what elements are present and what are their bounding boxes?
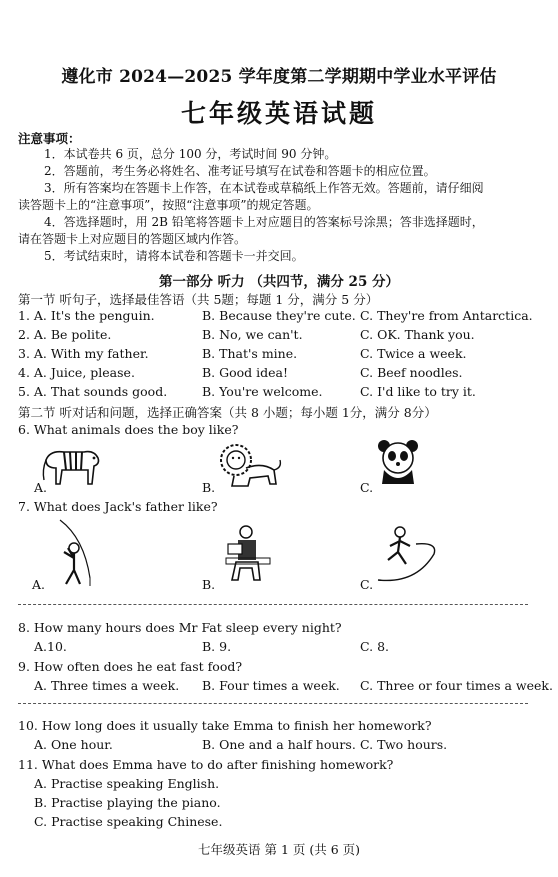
notice-line-4-cont: 请在答题卡上对应题目的答题区域内作答。 xyxy=(18,232,247,246)
lion-image xyxy=(214,440,284,492)
option-a: A. One hour. xyxy=(34,737,113,752)
option-a: A. xyxy=(34,480,48,495)
option-b: B. xyxy=(202,480,216,495)
option-c: C. xyxy=(360,480,374,495)
fishing-man-image xyxy=(40,518,106,588)
question-11: 11. What does Emma have to do after finishing homework? xyxy=(18,757,394,772)
option-b: B. xyxy=(202,577,216,592)
notice-line-3-cont: 读答题卡上的“注意事项”，按照“注意事项”的规定答题。 xyxy=(18,198,319,212)
question-row xyxy=(18,384,548,401)
question-10: 10. How long does it usually take Emma to finish her homework? xyxy=(18,718,432,733)
exam-header-title: 遵化市 2024—2025 学年度第二学期期中学业水平评估 xyxy=(61,67,497,87)
part1-title: 第一部分 听力 （共四节，满分 25 分） xyxy=(158,274,400,290)
option-c: C. xyxy=(360,577,374,592)
option-a: A.10. xyxy=(34,639,67,654)
section2-title: 第二节 听对话和问题，选择正确答案（共 8 小题；每小题 1分，满分 8分） xyxy=(18,405,437,420)
option-b: B. That's mine. xyxy=(202,346,298,361)
section1-title: 第一节 听句子，选择最佳答语（共 5题；每题 1 分，满分 5 分） xyxy=(18,292,379,307)
option-c: C. Two hours. xyxy=(360,737,448,752)
tiger-image xyxy=(40,440,104,488)
option-b: B. Good idea! xyxy=(202,365,289,380)
question-6: 6. What animals does the boy like? xyxy=(18,422,239,437)
option-a: 1. A. It's the penguin. xyxy=(18,308,155,323)
option-b: B. No, we can't. xyxy=(202,327,303,342)
option-b: B. One and a half hours. xyxy=(202,737,356,752)
option-c: C. Three or four times a week. xyxy=(360,678,553,693)
option-b: B. 9. xyxy=(202,639,232,654)
reading-man-image xyxy=(218,522,274,584)
option-a: 2. A. Be polite. xyxy=(18,327,112,342)
option-b: B. Because they're cute. xyxy=(202,308,356,323)
section-divider xyxy=(18,703,528,704)
option-a: 4. A. Juice, please. xyxy=(18,365,135,380)
option-a: A. xyxy=(32,577,46,592)
question-9: 9. How often does he eat fast food? xyxy=(18,659,243,674)
notice-line-1: 1．本试卷共 6 页，总分 100 分，考试时间 90 分钟。 xyxy=(44,147,337,161)
option-b: B. Practise playing the piano. xyxy=(34,795,221,810)
question-row xyxy=(18,327,548,344)
notice-list xyxy=(18,146,540,265)
section-divider xyxy=(18,604,528,605)
option-a: A. Three times a week. xyxy=(34,678,180,693)
option-c: C. Practise speaking Chinese. xyxy=(34,814,223,829)
question-7: 7. What does Jack's father like? xyxy=(18,499,218,514)
option-c: C. I'd like to try it. xyxy=(360,384,476,399)
option-a: 3. A. With my father. xyxy=(18,346,149,361)
question-row xyxy=(18,346,548,363)
option-c: C. 8. xyxy=(360,639,389,654)
exam-subject-title: 七年级英语试题 xyxy=(180,99,377,128)
notice-line-4: 4．答选择题时，用 2B 铅笔将答题卡上对应题目的答案标号涂黑；答非选择题时， xyxy=(44,215,484,229)
notice-line-3: 3．所有答案均在答题卡上作答，在本试卷或草稿纸上作答无效。答题前，请仔细阅 xyxy=(44,181,484,195)
option-c: C. Twice a week. xyxy=(360,346,467,361)
running-man-image xyxy=(376,524,440,586)
option-a: 5. A. That sounds good. xyxy=(18,384,168,399)
notice-heading: 注意事项： xyxy=(18,131,81,146)
question-row xyxy=(18,365,548,382)
option-c: C. They're from Antarctica. xyxy=(360,308,533,323)
notice-line-2: 2．答题前，考生务必将姓名、准考证号填写在试卷和答题卡的相应位置。 xyxy=(44,164,436,178)
option-b: B. Four times a week. xyxy=(202,678,340,693)
option-a: A. Practise speaking English. xyxy=(34,776,220,791)
question-row xyxy=(18,308,548,325)
panda-image xyxy=(376,438,420,486)
page-footer: 七年级英语 第 1 页 (共 6 页) xyxy=(198,842,360,857)
notice-line-5: 5．考试结束时，请将本试卷和答题卡一并交回。 xyxy=(44,249,304,263)
question-8: 8. How many hours does Mr Fat sleep every night? xyxy=(18,620,342,635)
option-c: C. Beef noodles. xyxy=(360,365,463,380)
option-c: C. OK. Thank you. xyxy=(360,327,475,342)
option-b: B. You're welcome. xyxy=(202,384,323,399)
